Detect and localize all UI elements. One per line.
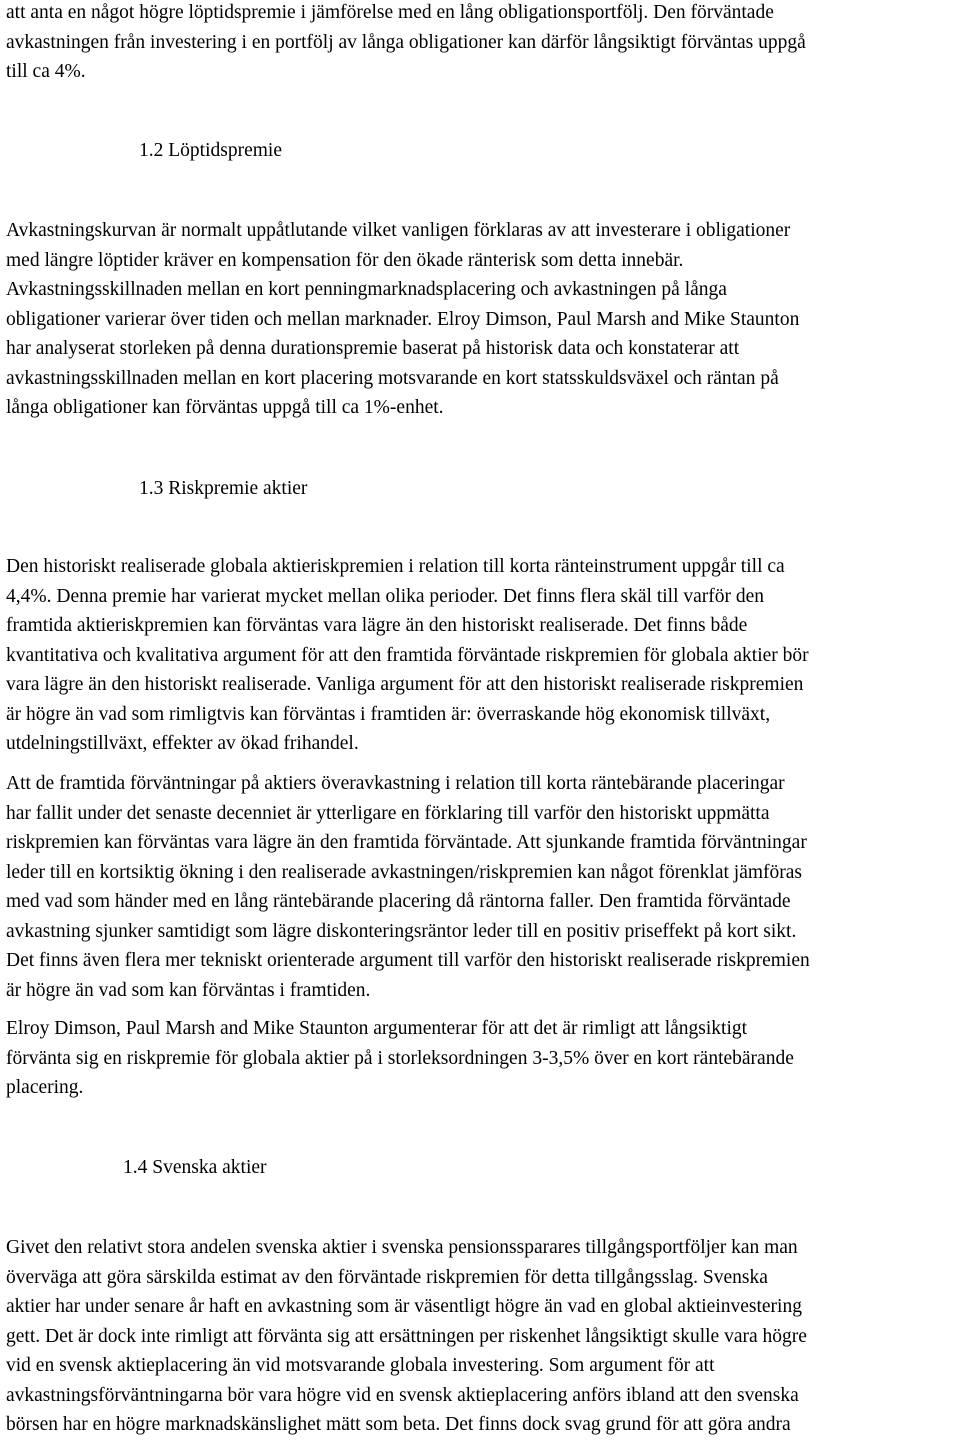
text-line: obligationer varierar över tiden och mellan marknader. Elroy Dimson, Paul Marsh and Mike Staunton: [6, 308, 800, 330]
text-line: är högre än vad som kan förväntas i framtiden.: [6, 979, 371, 1001]
text-line: aktier har under senare år haft en avkastning som är väsentligt högre än vad en global aktieinvestering: [6, 1296, 802, 1317]
text-line: börsen har en högre marknadskänslighet mätt som beta. Det finns dock svag grund för att göra andra: [6, 1414, 791, 1435]
text-line: vid en svensk aktieplacering än vid motsvarande globala investering. Som argument för att: [6, 1355, 715, 1376]
text-line: leder till en kortsiktig ökning i den realiserade avkastningen/riskpremien kan något förenklat jämföras: [6, 861, 803, 883]
text-line: med vad som händer med en lång räntebärande placering då räntorna faller. Den framtida förväntade: [6, 891, 791, 912]
section-heading-1-2: 1.2 Löptidspremie: [139, 140, 282, 161]
section-1-3-paragraph-3: [6, 1014, 956, 1103]
text-line: avkastningen från investering i en portfölj av långa obligationer kan därför långsiktigt förväntas uppgå: [6, 31, 806, 53]
section-heading-1-3: 1.3 Riskpremie aktier: [139, 478, 308, 499]
text-line: avkastning sjunker samtidigt som lägre diskonteringsräntor leder till en positiv priseffekt på kort sikt.: [6, 920, 797, 942]
text-line: framtida aktieriskpremien kan förväntas vara lägre än den historiskt realiserade. Det finns både: [6, 615, 748, 636]
text-line: med längre löptider kräver en kompensation för den ökade ränterisk som detta innebär.: [6, 249, 684, 271]
text-line: har fallit under det senaste decenniet är ytterligare en förklaring till varför den historiskt uppmätta: [6, 802, 770, 824]
text-line: riskpremien kan förväntas vara lägre än den framtida förväntade. Att sjunkande framtida förväntningar: [6, 832, 807, 853]
text-line: är högre än vad som rimligtvis kan förväntas i framtiden är: överraskande hög ekonomisk tillväxt,: [6, 703, 771, 725]
text-line: Avkastningskurvan är normalt uppåtlutande vilket vanligen förklaras av att investerare i obligationer: [6, 220, 791, 241]
section-heading-1-4: 1.4 Svenska aktier: [123, 1157, 267, 1178]
text-line: placering.: [6, 1077, 84, 1098]
text-line: avkastningsförväntningarna bör vara högre vid en svensk aktieplacering anförs ibland att den svenska: [6, 1384, 799, 1406]
intro-paragraph: [6, 0, 956, 87]
text-line: avkastningsskillnaden mellan en kort placering motsvarande en kort statsskuldsväxel och räntan på: [6, 367, 779, 389]
text-line: utdelningstillväxt, effekter av ökad frihandel.: [6, 733, 359, 754]
text-line: gett. Det är dock inte rimligt att förvänta sig att ersättningen per riskenhet långsiktigt skulle vara högre: [6, 1325, 807, 1347]
text-line: har analyserat storleken på denna durationspremie baserat på historisk data och konstaterar att: [6, 338, 740, 359]
section-1-3-paragraph-1: [6, 552, 956, 759]
text-line: Att de framtida förväntningar på aktiers överavkastning i relation till korta räntebärande placeringar: [6, 773, 785, 794]
text-line: Elroy Dimson, Paul Marsh and Mike Staunton argumenterar för att det är rimligt att långsiktigt: [6, 1018, 748, 1039]
text-line: långa obligationer kan förväntas uppgå till ca 1%-enhet.: [6, 397, 444, 418]
text-line: Givet den relativt stora andelen svenska aktier i svenska pensionssparares tillgångsportföljer kan man: [6, 1237, 798, 1258]
section-1-2-paragraph: [6, 216, 956, 423]
text-line: förvänta sig en riskpremie för globala aktier på i storleksordningen 3-3,5% över en kort räntebärande: [6, 1047, 794, 1069]
text-line: att anta en något högre löptidspremie i jämförelse med en lång obligationsportfölj. Den förväntade: [6, 2, 774, 23]
section-1-4-paragraph: [6, 1233, 956, 1440]
text-line: kvantitativa och kvalitativa argument för att den framtida förväntade riskpremien för globala aktier bör: [6, 644, 809, 666]
section-1-3-paragraph-2: [6, 769, 956, 1005]
text-line: Det finns även flera mer tekniskt orienterade argument till varför den historiskt realiserade riskpremien: [6, 950, 810, 971]
text-line: till ca 4%.: [6, 61, 86, 82]
text-line: Den historiskt realiserade globala aktieriskpremien i relation till korta ränteinstrument uppgår till ca: [6, 556, 785, 577]
text-line: överväga att göra särskilda estimat av den förväntade riskpremien för detta tillgångsslag. Svenska: [6, 1266, 768, 1288]
text-line: 4,4%. Denna premie har varierat mycket mellan olika perioder. Det finns flera skäl till varför den: [6, 585, 765, 607]
text-line: vara lägre än den historiskt realiserade. Vanliga argument för att den historiskt realiserade riskpremien: [6, 674, 804, 695]
text-line: Avkastningsskillnaden mellan en kort penningmarknadsplacering och avkastningen på långa: [6, 279, 727, 300]
